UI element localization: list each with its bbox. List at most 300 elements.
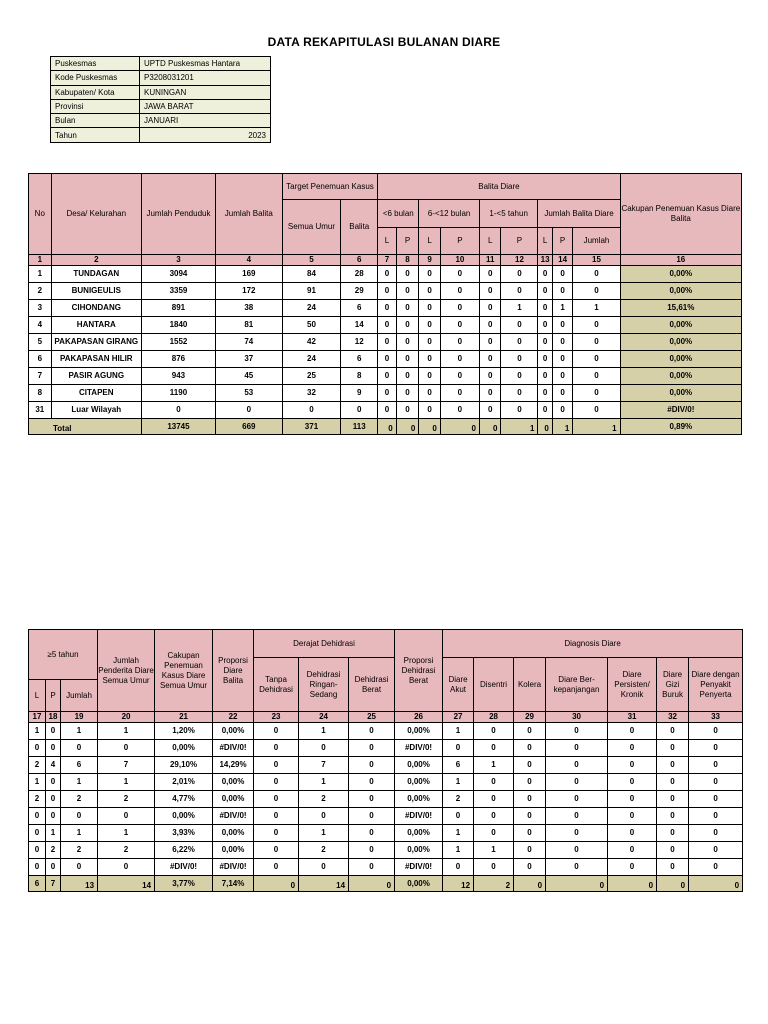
table-cell: 0 (479, 351, 501, 368)
table-cell: 0 (254, 774, 299, 791)
table-cell: 2 (443, 791, 474, 808)
table-cell: 0,00% (395, 825, 443, 842)
table-cell: 15,61% (620, 300, 741, 317)
table-cell: 0 (29, 740, 46, 757)
table-cell: 1 (61, 723, 98, 740)
table-cell: 0 (254, 740, 299, 757)
column-number: 6 (341, 255, 378, 266)
header-p: P (552, 228, 573, 255)
table-cell: 0 (396, 266, 419, 283)
table-cell: 1 (61, 825, 98, 842)
table-cell: 0 (552, 283, 573, 300)
table-cell: 0 (573, 402, 620, 419)
table-cell: 29,10% (155, 757, 213, 774)
table-cell: 0 (552, 266, 573, 283)
table-cell: 2 (61, 842, 98, 859)
table-cell: 8 (341, 368, 378, 385)
table-cell: 2 (29, 791, 46, 808)
table-cell: 74 (215, 334, 282, 351)
table-cell: 0 (46, 791, 61, 808)
table-cell: 0 (552, 351, 573, 368)
table-cell: 0,00% (620, 283, 741, 300)
total-cell: 0 (254, 876, 299, 892)
table-cell: 0 (396, 334, 419, 351)
table-cell: 0 (479, 402, 501, 419)
table-cell: 0 (46, 723, 61, 740)
desa-name: PAKAPASAN GIRANG (51, 334, 141, 351)
total-cell: 371 (282, 419, 341, 435)
table-cell: 0 (546, 757, 608, 774)
table-cell: 876 (141, 351, 215, 368)
table-cell: 0 (538, 351, 552, 368)
table-cell: 0 (396, 402, 419, 419)
table-cell: 0 (378, 317, 396, 334)
total-row (29, 876, 743, 892)
column-number: 30 (546, 712, 608, 723)
table-cell: 0 (349, 757, 395, 774)
table-cell: 0 (378, 266, 396, 283)
table-cell: 0 (514, 842, 546, 859)
header-desa: Desa/ Kelurahan (51, 174, 141, 255)
table-cell: 0 (419, 334, 441, 351)
column-number: 25 (349, 712, 395, 723)
table-cell: 9 (341, 385, 378, 402)
table-cell: 1,20% (155, 723, 213, 740)
table-cell: 0 (573, 351, 620, 368)
table-cell: 0 (501, 368, 538, 385)
table-cell: 0 (538, 368, 552, 385)
table-cell: 0 (501, 402, 538, 419)
desa-name: TUNDAGAN (51, 266, 141, 283)
table-cell: 0 (689, 842, 743, 859)
table-cell: 84 (282, 266, 341, 283)
column-number: 18 (46, 712, 61, 723)
header-jumlah-penderita: Jumlah Penderita Diare Semua Umur (98, 630, 155, 712)
table-cell: #DIV/0! (213, 859, 254, 876)
table-cell: 2 (299, 842, 349, 859)
table-cell: 3094 (141, 266, 215, 283)
info-row (51, 114, 271, 128)
table-cell: 0 (61, 808, 98, 825)
table-cell: 0 (514, 740, 546, 757)
table-cell: 81 (215, 317, 282, 334)
table-cell: 0 (474, 723, 514, 740)
table-row (29, 266, 742, 283)
table-cell: 0 (657, 842, 689, 859)
table-cell: #DIV/0! (395, 859, 443, 876)
table-row (29, 859, 743, 876)
header-l: L (419, 228, 441, 255)
total-cell: 1 (573, 419, 620, 435)
column-number: 9 (419, 255, 441, 266)
header-penyakit-penyerta: Diare dengan Penyakit Penyerta (689, 658, 743, 712)
header-dehidrasi-ringan: Dehidrasi Ringan-Sedang (299, 658, 349, 712)
column-number: 1 (29, 255, 52, 266)
table-cell: 0 (546, 791, 608, 808)
header-p: P (501, 228, 538, 255)
table-cell: 0 (215, 402, 282, 419)
table-row (29, 351, 742, 368)
table-row (29, 402, 742, 419)
table-cell: 0 (98, 740, 155, 757)
table-cell: 0 (474, 774, 514, 791)
info-value: P3208031201 (140, 71, 271, 85)
desa-name: BUNIGEULIS (51, 283, 141, 300)
column-number: 23 (254, 712, 299, 723)
table-cell: 0,00% (620, 385, 741, 402)
info-value: KUNINGAN (140, 85, 271, 99)
table-cell: 0,00% (620, 266, 741, 283)
table-cell: 1 (443, 842, 474, 859)
table-cell: 45 (215, 368, 282, 385)
table-cell: 2 (46, 842, 61, 859)
table-cell: 1 (443, 723, 474, 740)
total-cell: 0 (514, 876, 546, 892)
table-cell: 32 (282, 385, 341, 402)
table-cell: 0 (479, 385, 501, 402)
table-cell: 6 (61, 757, 98, 774)
table-cell: 31 (29, 402, 52, 419)
table-cell: 0 (546, 842, 608, 859)
total-cell: 1 (501, 419, 538, 435)
desa-name: PAKAPASAN HILIR (51, 351, 141, 368)
total-cell: 13745 (141, 419, 215, 435)
table-cell: 0 (514, 791, 546, 808)
total-cell: 14 (299, 876, 349, 892)
table-cell: 0 (141, 402, 215, 419)
column-number: 16 (620, 255, 741, 266)
table-cell: 0 (396, 385, 419, 402)
table-cell: 2 (98, 791, 155, 808)
total-cell: 7,14% (213, 876, 254, 892)
table-cell: 0 (440, 300, 479, 317)
header-persisten: Diare Persisten/ Kronik (608, 658, 657, 712)
table-cell: 0 (573, 317, 620, 334)
table-cell: 0 (440, 351, 479, 368)
desa-name: CIHONDANG (51, 300, 141, 317)
table-cell: 0 (474, 859, 514, 876)
info-label: Kode Puskesmas (51, 71, 140, 85)
table-cell: 0,00% (213, 825, 254, 842)
total-cell: 0,00% (395, 876, 443, 892)
table-cell: 0 (689, 757, 743, 774)
table-cell: #DIV/0! (395, 808, 443, 825)
total-cell: 0 (608, 876, 657, 892)
total-cell: 0,89% (620, 419, 741, 435)
table-cell: 3,93% (155, 825, 213, 842)
table-cell: 1 (299, 825, 349, 842)
header-tanpa-dehidrasi: Tanpa Dehidrasi (254, 658, 299, 712)
column-number: 8 (396, 255, 419, 266)
table-cell: 0 (29, 808, 46, 825)
table-cell: 25 (282, 368, 341, 385)
table-cell: 172 (215, 283, 282, 300)
table-cell: 0 (440, 283, 479, 300)
column-number: 11 (479, 255, 501, 266)
table-cell: 4 (29, 317, 52, 334)
table-cell: 0 (254, 757, 299, 774)
column-number: 17 (29, 712, 46, 723)
table-cell: 50 (282, 317, 341, 334)
total-cell: 2 (474, 876, 514, 892)
header-p: P (396, 228, 419, 255)
table-cell: 0,00% (395, 791, 443, 808)
table-cell: 7 (299, 757, 349, 774)
table-row (29, 300, 742, 317)
table-cell: 0 (538, 266, 552, 283)
table-cell: 0 (349, 723, 395, 740)
column-number: 27 (443, 712, 474, 723)
table-cell: 0 (552, 368, 573, 385)
table-cell: 0 (546, 859, 608, 876)
table-cell: 943 (141, 368, 215, 385)
table-row (29, 334, 742, 351)
header-kolera: Kolera (514, 658, 546, 712)
table-cell: 0 (608, 774, 657, 791)
column-number: 12 (501, 255, 538, 266)
table-cell: 0 (514, 757, 546, 774)
info-table (50, 56, 271, 143)
column-number: 31 (608, 712, 657, 723)
table-cell: 7 (29, 368, 52, 385)
table-cell: 0 (419, 266, 441, 283)
table-cell: 1 (573, 300, 620, 317)
column-number-row (29, 255, 742, 266)
table-cell: 0 (546, 825, 608, 842)
header-balita-diare: Balita Diare (378, 174, 620, 200)
table-cell: 0 (608, 740, 657, 757)
total-cell: 0 (396, 419, 419, 435)
table-cell: 0 (552, 317, 573, 334)
table-cell: 0 (349, 791, 395, 808)
table-cell: 0 (538, 283, 552, 300)
table-cell: 6 (341, 300, 378, 317)
header-6-12-bulan: 6-<12 bulan (419, 200, 480, 228)
table-cell: 0 (46, 808, 61, 825)
table-cell: 0 (608, 808, 657, 825)
table-cell: 0 (552, 334, 573, 351)
header-no: No (29, 174, 52, 255)
table-cell: 0 (514, 774, 546, 791)
table-cell: 0 (538, 300, 552, 317)
info-row (51, 71, 271, 85)
table-cell: 0,00% (213, 723, 254, 740)
table-cell: 38 (215, 300, 282, 317)
column-number-row (29, 712, 743, 723)
table-cell: 0 (29, 859, 46, 876)
table-cell: 0 (608, 723, 657, 740)
info-value: UPTD Puskesmas Hantara (140, 57, 271, 71)
table-cell: 0 (254, 842, 299, 859)
column-number: 10 (440, 255, 479, 266)
table-cell: 0 (514, 808, 546, 825)
table-cell: 0 (440, 385, 479, 402)
total-cell: 0 (479, 419, 501, 435)
table-cell: 0 (501, 351, 538, 368)
table-cell: 0 (419, 283, 441, 300)
column-number: 5 (282, 255, 341, 266)
table-cell: 0 (552, 385, 573, 402)
table-cell: 0 (546, 740, 608, 757)
table-cell: 0 (419, 300, 441, 317)
header-proporsi-balita: Proporsi Diare Balita (213, 630, 254, 712)
table-cell: #DIV/0! (213, 740, 254, 757)
desa-name: HANTARA (51, 317, 141, 334)
header-berkepanjangan: Diare Ber-kepanjangan (546, 658, 608, 712)
table-cell: 24 (282, 351, 341, 368)
table-cell: 0,00% (213, 791, 254, 808)
header-l: L (479, 228, 501, 255)
table-cell: 0 (443, 859, 474, 876)
total-cell: 0 (419, 419, 441, 435)
header-l: L (378, 228, 396, 255)
total-cell: 113 (341, 419, 378, 435)
info-label: Puskesmas (51, 57, 140, 71)
table-cell: 0 (254, 825, 299, 842)
header-disentri: Disentri (474, 658, 514, 712)
table-cell: 0 (299, 808, 349, 825)
table-cell: 4 (46, 757, 61, 774)
header-1-5-tahun: 1-<5 tahun (479, 200, 538, 228)
table-cell: 0 (689, 825, 743, 842)
table-cell: 0 (608, 842, 657, 859)
table-cell: 0 (341, 402, 378, 419)
table-row (29, 283, 742, 300)
page-title: DATA REKAPITULASI BULANAN DIARE (267, 35, 501, 49)
column-number: 3 (141, 255, 215, 266)
total-cell: 3,77% (155, 876, 213, 892)
table-cell: 0 (608, 757, 657, 774)
table-cell: 0 (546, 774, 608, 791)
header-jumlah-balita-diare: Jumlah Balita Diare (538, 200, 620, 228)
table-cell: 0 (29, 842, 46, 859)
table-cell: 0,00% (620, 334, 741, 351)
table-cell: 1 (443, 774, 474, 791)
desa-name: PASIR AGUNG (51, 368, 141, 385)
info-row (51, 99, 271, 113)
table-cell: 0 (349, 808, 395, 825)
table-cell: 891 (141, 300, 215, 317)
table-cell: 0 (378, 402, 396, 419)
header-l: L (29, 680, 46, 712)
table-cell: 1 (98, 774, 155, 791)
table-cell: 0 (573, 334, 620, 351)
table-cell: 0 (514, 825, 546, 842)
header-jumlah: Jumlah (61, 680, 98, 712)
info-value: 2023 (140, 128, 271, 142)
table-cell: 2 (29, 757, 46, 774)
info-label: Kabupaten/ Kota (51, 85, 140, 99)
header-lt6-bulan: <6 bulan (378, 200, 419, 228)
table-cell: 0 (538, 317, 552, 334)
table-cell: 0 (479, 334, 501, 351)
table-cell: 0 (396, 283, 419, 300)
table-cell: 0 (396, 317, 419, 334)
column-number: 21 (155, 712, 213, 723)
table-cell: 0 (440, 368, 479, 385)
table-cell: 1 (98, 825, 155, 842)
table-cell: 0 (501, 266, 538, 283)
table-cell: 0 (440, 334, 479, 351)
recap-table-semua-umur (28, 629, 743, 892)
table-cell: 0 (419, 402, 441, 419)
header-p: P (46, 680, 61, 712)
table-cell: 0 (474, 825, 514, 842)
table-row (29, 774, 743, 791)
table-cell: 0 (689, 740, 743, 757)
table-row (29, 740, 743, 757)
table-cell: 0 (608, 791, 657, 808)
table-cell: 0 (254, 859, 299, 876)
table-cell: 91 (282, 283, 341, 300)
desa-name: CITAPEN (51, 385, 141, 402)
total-cell: 12 (443, 876, 474, 892)
column-number: 19 (61, 712, 98, 723)
table-cell: 1 (61, 774, 98, 791)
table-cell: 0,00% (213, 842, 254, 859)
info-value: JANUARI (140, 114, 271, 128)
total-cell: 669 (215, 419, 282, 435)
table-cell: 0 (46, 774, 61, 791)
table-cell: 0 (479, 300, 501, 317)
table-cell: 0 (61, 740, 98, 757)
table-cell: 0 (349, 740, 395, 757)
table-cell: 0 (479, 317, 501, 334)
table-cell: 0 (546, 808, 608, 825)
table-cell: 0 (396, 368, 419, 385)
header-l: L (538, 228, 552, 255)
table-cell: 0 (378, 351, 396, 368)
table-cell: 0 (443, 808, 474, 825)
column-number: 22 (213, 712, 254, 723)
table-cell: 2 (98, 842, 155, 859)
table-cell: 1 (552, 300, 573, 317)
table-cell: 0 (378, 368, 396, 385)
table-cell: 0 (479, 368, 501, 385)
info-label: Provinsi (51, 99, 140, 113)
info-row (51, 85, 271, 99)
table-cell: 1 (474, 842, 514, 859)
header-diare-akut: Diare Akut (443, 658, 474, 712)
total-cell: 0 (689, 876, 743, 892)
table-cell: 1 (98, 723, 155, 740)
table-cell: 0,00% (620, 351, 741, 368)
table-row (29, 825, 743, 842)
table-cell: 0 (419, 368, 441, 385)
table-cell: #DIV/0! (395, 740, 443, 757)
table-cell: 0,00% (155, 808, 213, 825)
table-cell: 0 (474, 808, 514, 825)
table-cell: 1 (501, 300, 538, 317)
table-cell: 0 (538, 402, 552, 419)
table-cell: #DIV/0! (155, 859, 213, 876)
table-cell: 0 (689, 859, 743, 876)
table-cell: 28 (341, 266, 378, 283)
table-cell: 0,00% (395, 757, 443, 774)
table-cell: 0 (378, 334, 396, 351)
total-cell: 13 (61, 876, 98, 892)
table-cell: 0 (349, 825, 395, 842)
table-cell: 0 (98, 859, 155, 876)
table-cell: 0 (514, 859, 546, 876)
header-jumlah: Jumlah (573, 228, 620, 255)
table-cell: 0 (254, 723, 299, 740)
recap-table-balita (28, 173, 742, 435)
table-cell: 1840 (141, 317, 215, 334)
table-cell: 0 (378, 300, 396, 317)
column-number: 26 (395, 712, 443, 723)
table-cell: 29 (341, 283, 378, 300)
